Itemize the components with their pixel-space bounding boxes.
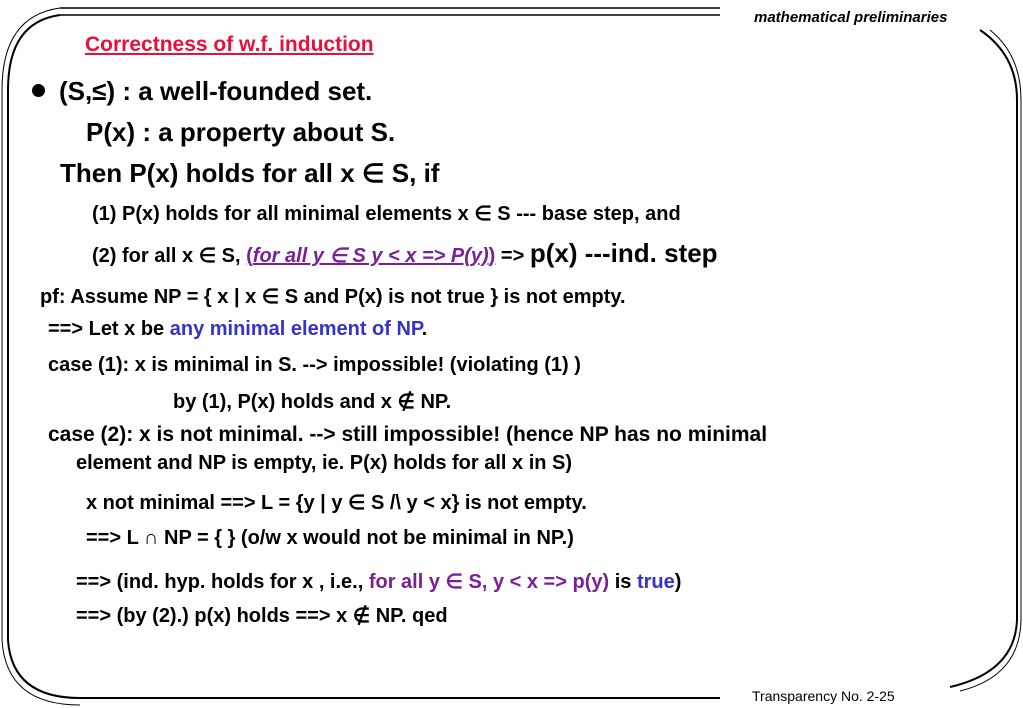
line-case1: case (1): x is minimal in S. --> impossible! (violating (1) ) xyxy=(48,354,581,376)
line-ind-step: (2) for all x ∈ S, (for all y ∈ S y < x => P(y)) => p(x) ---ind. step xyxy=(92,238,718,268)
line-wellfounded-set: (S,≤) : a well-founded set. xyxy=(32,76,372,107)
line-then: Then P(x) holds for all x ∈ S, if xyxy=(60,158,440,188)
line-not-minimal: x not minimal ==> L = {y | y ∈ S /\ y < x} is not empty. xyxy=(86,492,587,514)
page-number: Transparency No. 2-25 xyxy=(752,688,895,704)
section-header: mathematical preliminaries xyxy=(754,9,948,26)
induction-hypothesis: for all y ∈ S y < x => P(y) xyxy=(252,245,489,267)
line-case2-cont: element and NP is empty, ie. P(x) holds for all x in S) xyxy=(76,452,573,474)
line-intersection: ==> L ∩ NP = { } (o/w x would not be minimal in NP.) xyxy=(86,527,574,549)
minimal-element-highlight: any minimal element of NP xyxy=(169,318,422,340)
bullet-icon xyxy=(32,84,45,97)
line-property: P(x) : a property about S. xyxy=(86,117,396,147)
line-let-x: ==> Let x be any minimal element of NP. xyxy=(48,318,428,340)
line-case1-detail: by (1), P(x) holds and x ∉ NP. xyxy=(173,391,452,413)
line-ind-hyp: ==> (ind. hyp. holds for x , i.e., for all y ∈ S, y < x => p(y) is true) xyxy=(76,571,682,593)
slide-title: Correctness of w.f. induction xyxy=(85,33,374,56)
line-base-step: (1) P(x) holds for all minimal elements x ∈ S --- base step, and xyxy=(92,203,681,225)
line-case2: case (2): x is not minimal. --> still impossible! (hence NP has no minimal xyxy=(48,423,768,446)
line-qed: ==> (by (2).) p(x) holds ==> x ∉ NP. qed xyxy=(76,605,448,627)
line-proof-assume: pf: Assume NP = { x | x ∈ S and P(x) is not true } is not empty. xyxy=(40,286,626,308)
